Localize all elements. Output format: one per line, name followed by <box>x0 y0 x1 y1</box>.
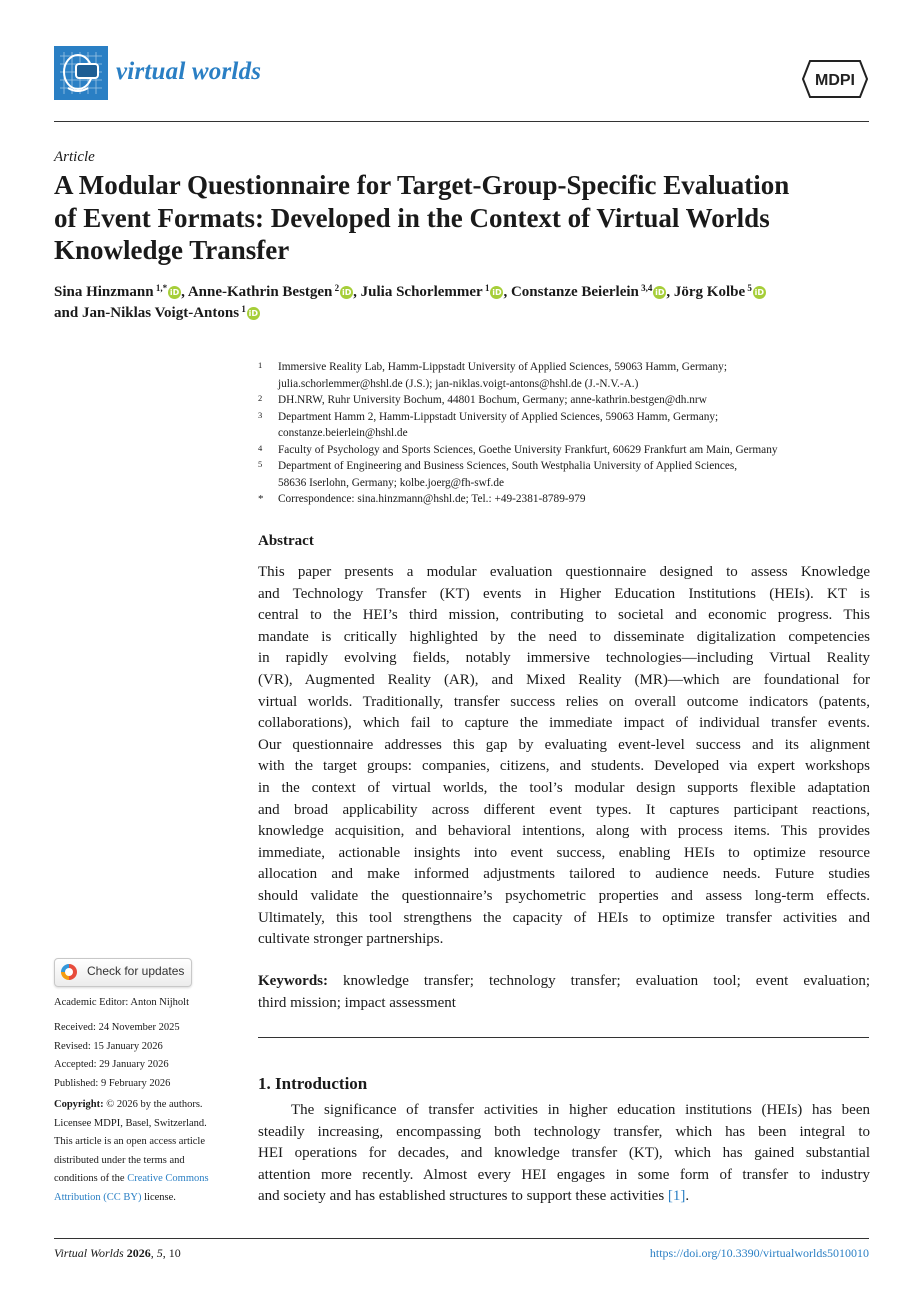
orcid-icon[interactable]: iD <box>169 288 180 297</box>
vr-headset-icon <box>54 46 108 100</box>
crossmark-icon <box>61 964 77 980</box>
footer-divider <box>54 1238 869 1239</box>
keywords-line: Keywords: knowledge transfer; technology transfer; evaluation tool; event evaluation; <box>258 973 870 989</box>
affiliation <box>258 442 870 459</box>
orcid-icon[interactable]: iD <box>655 288 665 297</box>
affiliation-number: 3 <box>258 409 263 420</box>
body-line: The significance of transfer activities in higher education institutions (HEIs) has been <box>291 1102 870 1118</box>
author-sup: 1,* <box>155 283 168 293</box>
abstract-line: in rapidly evolving fields, notably immersive technologies—including Virtual Reality <box>258 650 870 667</box>
affiliation-number: 2 <box>258 393 263 403</box>
article-type: Article <box>54 149 95 165</box>
orcid-icon[interactable]: iD <box>341 288 352 297</box>
affiliation-number: 1 <box>258 360 263 370</box>
affiliation-number: 4 <box>258 442 263 453</box>
author-sup: 5 <box>747 283 752 293</box>
affiliation-line: 58636 Iserlohn, Germany; kolbe.joerg@fh-swf.de <box>278 476 505 489</box>
mdpi-logo <box>802 59 868 99</box>
abstract-heading: Abstract <box>258 533 314 549</box>
author-name: Jan-Niklas Voigt-Antons <box>81 305 240 321</box>
affiliation <box>258 359 870 392</box>
introduction-body <box>258 1100 870 1208</box>
title-line: A Modular Questionnaire for Target-Group-Specific Evaluation <box>54 170 790 200</box>
body-line: steadily increasing, encompassing both technology transfer, which has been integral to <box>258 1123 870 1140</box>
affiliation <box>258 458 870 491</box>
orcid-icon[interactable]: iD <box>492 288 502 297</box>
author-name: Julia Schorlemmer <box>360 284 483 300</box>
affiliation-line: constanze.beierlein@hshl.de <box>278 427 408 439</box>
abstract-line: collaborations), which fail to capture the immediate impact of individual transfer events. <box>258 715 870 732</box>
body-line: HEI operations for decades, and knowledge transfer (KT), which has gained substantial <box>258 1145 870 1162</box>
abstract-line: in the context of virtual worlds, the tool’s modular design supports flexible adaptation <box>258 779 870 796</box>
author-name: Constanze Beierlein <box>510 284 639 300</box>
revised-date: Revised: 15 January 2026 <box>54 1041 163 1052</box>
abstract-line: should validate the questionnaire’s psychometric properties and assess long-term effects. <box>258 887 870 904</box>
title-line: of Event Formats: Developed in the Context of Virtual Worlds <box>54 202 770 233</box>
affiliation-line: Department of Engineering and Business Sciences, South Westphalia University of Applied Sciences, <box>278 460 738 472</box>
author-list-continued: and Jan-Niklas Voigt-Antons $^1$ iD <box>54 304 259 321</box>
author-name: Sina Hinzmann <box>54 284 154 300</box>
check-for-updates-label: Check for updates <box>87 964 185 978</box>
affiliation-line: julia.schorlemmer@hshl.de (J.S.); jan-niklas.voigt-antons@hshl.de (J.-N.V.-A.) <box>278 377 639 390</box>
abstract-line: and broad applicability across different event types. It captures participant reactions, <box>258 801 870 818</box>
orcid-icon[interactable]: iD <box>754 288 765 297</box>
affiliation-line: DH.NRW, Ruhr University Bochum, 44801 Bochum, Germany; anne-kathrin.bestgen@dh.nrw <box>278 394 707 406</box>
footer-citation: Virtual Worlds 2026, 5, 10 <box>54 1246 181 1260</box>
affiliation-line: Department Hamm 2, Hamm-Lippstadt University of Applied Sciences, 59063 Hamm, Germany; <box>278 410 719 423</box>
abstract-line: This paper presents a modular evaluation questionnaire designed to assess Knowledge <box>258 564 870 580</box>
accepted-date: Accepted: 29 January 2026 <box>54 1059 169 1070</box>
section-divider <box>258 1037 869 1038</box>
keywords <box>258 971 870 1014</box>
correspondence <box>258 491 870 508</box>
author-list: Sina Hinzmann $^{1,*}$ iD , Anne-Kathrin Bestgen $^2$ iD , Julia Schorlemmer $^1$ iD , Constanze Beierlein $^{3,4}$ iD , Jörg Kolbe $^5$ iD <box>54 283 765 300</box>
copyright-label: Copyright: <box>54 1099 104 1110</box>
abstract-line: Our questionnaire addresses this gap by evaluating event-level success and its alignment <box>258 736 870 753</box>
check-for-updates-button[interactable] <box>54 958 192 987</box>
affiliations <box>258 359 870 508</box>
affiliation-line: Faculty of Psychology and Sports Sciences, Goethe University Frankfurt, 60629 Frankfurt am Main, Germany <box>278 443 778 456</box>
abstract-line: knowledge acquisition, and behavioral intentions, along with process items. This provides <box>258 823 870 840</box>
abstract-line: with the target groups: companies, citizens, and students. Developed via expert workshops <box>258 758 870 775</box>
mdpi-hexagon-icon <box>802 59 868 99</box>
journal-name: virtual worlds <box>116 58 262 85</box>
paper-title <box>54 169 869 267</box>
abstract-line: mandate is critically highlighted by the need to disseminate digitalization competencies <box>258 628 870 645</box>
affiliation-number: 5 <box>258 459 263 469</box>
abstract-line: and Technology Transfer (KT) events in Higher Education Institutions (HEIs). KT is <box>258 585 870 602</box>
affiliation <box>258 392 870 409</box>
header-divider <box>54 121 869 122</box>
abstract-line: immediate, actionable insights into event success, enabling HEIs to optimize resource <box>258 844 870 861</box>
keywords-line: third mission; impact assessment <box>258 994 456 1011</box>
academic-editor: Academic Editor: Anton Nijholt <box>54 997 190 1008</box>
title-line: Knowledge Transfer <box>54 235 290 265</box>
doi-link[interactable]: https://doi.org/10.3390/virtualworlds5010010 <box>649 1246 869 1260</box>
abstract-line: Ultimately, this tool strengthens the capacity of HEIs to optimize transfer activities and <box>258 909 870 926</box>
body-line: and society and has established structures to support these activities [1]. <box>258 1188 690 1205</box>
correspondence-marker: * <box>258 493 264 505</box>
section-heading: 1. Introduction <box>258 1074 368 1093</box>
author-sup: 2 <box>334 283 340 293</box>
abstract-line: allocation and make informed adjustments tailored to audience needs. Future studies <box>258 866 870 883</box>
citation-link[interactable]: [1] <box>667 1188 686 1205</box>
abstract-line: virtual worlds. Traditionally, transfer success relies on overall outcome indicators (patents, <box>258 693 870 710</box>
affiliation-line: Immersive Reality Lab, Hamm-Lippstadt University of Applied Sciences, 59063 Hamm, Germany; <box>278 361 727 373</box>
abstract-body <box>258 562 870 951</box>
author-name: Anne-Kathrin Bestgen <box>187 284 333 300</box>
orcid-icon[interactable]: iD <box>248 309 259 318</box>
copyright-notice: Copyright: © 2026 by the authors. Licensee MDPI, Basel, Switzerland. This article is an open access article distributed under the terms and conditions of the Creative Commons Attribution (CC BY) license. <box>54 1099 209 1203</box>
abstract-line: cultivate stronger partnerships. <box>258 931 444 948</box>
affiliation <box>258 409 870 442</box>
body-line: attention more recently. Almost every HEI engages in some form of transfer to industry <box>258 1166 870 1183</box>
author-sup: 1 <box>484 283 490 293</box>
published-date: Published: 9 February 2026 <box>54 1078 171 1089</box>
abstract-line: (VR), Augmented Reality (AR), and Mixed Reality (MR)—which are foundational for <box>258 671 870 688</box>
svg-text:MDPI: MDPI <box>815 72 855 89</box>
license-link[interactable]: Creative Commons <box>127 1173 209 1185</box>
received-date: Received: 24 November 2025 <box>54 1022 180 1033</box>
author-name: Jörg Kolbe <box>673 284 746 300</box>
author-sup: 1 <box>241 304 246 314</box>
journal-logo <box>54 46 108 100</box>
keywords-label: Keywords: <box>258 973 328 989</box>
correspondence-line: Correspondence: sina.hinzmann@hshl.de; Tel.: +49-2381-8789-979 <box>278 493 586 505</box>
author-sup: 3,4 <box>641 283 653 293</box>
abstract-line: central to the HEI’s third mission, contributing to societal and economic progress. This <box>258 607 870 624</box>
license-link[interactable]: Attribution (CC BY) <box>54 1191 142 1203</box>
